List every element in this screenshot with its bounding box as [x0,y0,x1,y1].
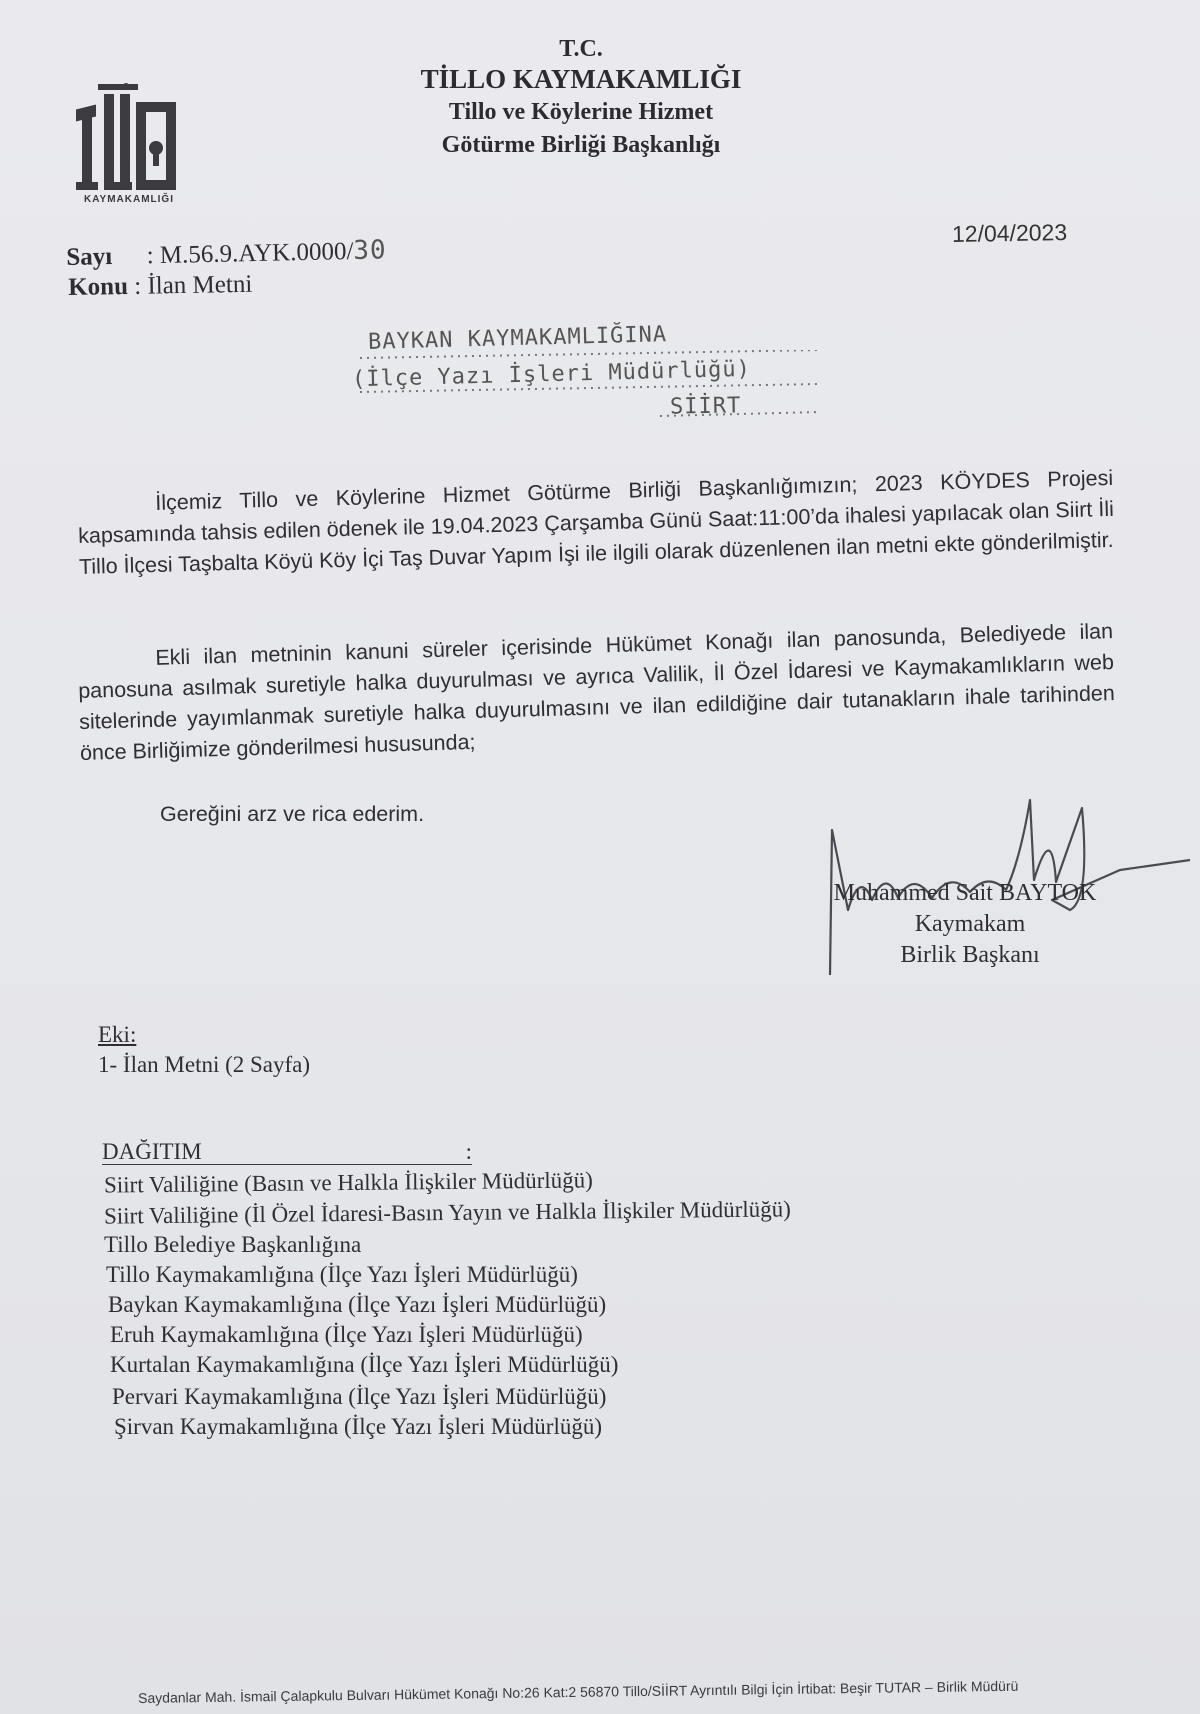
header-tc: T.C. [559,36,603,62]
signatory-name: Muhammed Sait BAYTOK [833,880,1097,906]
distribution-item: Siirt Valiliğine (Basın ve Halkla İlişkiler Müdürlüğü) [103,1167,594,1198]
distribution-item: Baykan Kaymakamlığına (İlçe Yazı İşleri Müdürlüğü) [108,1292,607,1317]
distribution-item: Kurtalan Kaymakamlığına (İlçe Yazı İşleri Müdürlüğü) [110,1352,619,1377]
addressee-line2: (İlçe Yazı İşleri Müdürlüğü) [351,356,752,393]
distribution-item: Tillo Belediye Başkanlığına [104,1232,362,1257]
distribution-item: Pervari Kaymakamlığına (İlçe Yazı İşleri Müdürlüğü) [112,1384,607,1409]
document-date: 12/04/2023 [951,218,1068,248]
footer-address: Saydanlar Mah. İsmail Çalapkulu Bulvarı Hükümet Konağı No:26 Kat:2 56870 Tillo/SİİRT Ayrıntılı Bilgi İçin İrtibat: Beşir TUTAR – Birlik Müdürü [138,1677,1019,1706]
attachment-item: 1- İlan Metni (2 Sayfa) [98,1052,311,1077]
distribution-heading: DAĞITIM [102,1139,202,1164]
sayi-value: M.56.9.AYK.0000/ [159,237,354,270]
addressee-line1: BAYKAN KAYMAKAMLIĞINA [367,322,668,355]
signatory-title: Kaymakam [914,911,1026,937]
konu-separator: : [134,272,142,300]
addressee-dotted-lines [360,350,830,420]
sayi-separator: : [146,242,154,270]
closing-sentence: Gereğini arz ve rica ederim. [160,802,425,826]
konu-label: Konu [68,272,129,301]
sayi-label: Sayı [66,243,113,271]
distribution-separator: : [465,1139,472,1164]
logo-emblem-icon [74,82,184,194]
signatory-role: Birlik Başkanı [900,942,1040,968]
distribution-item: Eruh Kaymakamlığına (İlçe Yazı İşleri Müdürlüğü) [110,1322,583,1347]
konu-value: İlan Metni [147,270,253,300]
konu-row [68,271,253,302]
distribution-item: Siirt Valiliğine (İl Özel İdaresi-Basın Yayın ve Halkla İlişkiler Müdürlüğü) [103,1196,792,1229]
distribution-item: Tillo Kaymakamlığına (İlçe Yazı İşleri Müdürlüğü) [106,1262,578,1287]
paragraph-1-text: İlçemiz Tillo ve Köylerine Hizmet Götürme Birliği Başkanlığımızın; 2023 KÖYDES Projesi kapsamında tahsis edilen ödenek ile 19.04.2023 Çarşamba Günü Saat:11:00’da ihalesi yapılacak olan Siirt İli Tillo İlçesi Taşbalta Köyü Köy İçi Taş Duvar Yapım İşi ile ilgili olarak düzenlenen ilan metni ekte gönderilmiştir. [77,465,1115,579]
logo-caption: KAYMAKAMLIĞI [84,194,174,205]
attachments-heading: Eki: [98,1022,137,1047]
body-paragraph-2 [77,616,1116,769]
distribution-item: Şirvan Kaymakamlığına (İlçe Yazı İşleri Müdürlüğü) [114,1414,602,1439]
tillo-kaymakamligi-logo [74,82,184,212]
header-union-line2: Götürme Birliği Başkanlığı [441,132,721,158]
distribution-heading-row [102,1140,472,1165]
header-institution: TİLLO KAYMAKAMLIĞI [420,64,742,94]
header-union-line1: Tillo ve Köylerine Hizmet [448,99,714,125]
sayi-handwritten-number: 30 [353,235,387,266]
paragraph-2-text: Ekli ilan metninin kanuni süreler içerisinde Hükümet Konağı ilan panosunda, Belediyede ilan panosuna asılmak suretiyle halka duyurulması ve ayrıca Valilik, İl Özel İdaresi ve Kaymakamlıkların web sitelerinde yayımlanmak suretiyle halka duyurulmasını ve ilan edildiğine dair tutanakların ihale tarihinden önce Birliğimize gönderilmesi hususunda; [77,619,1116,765]
addressee-line3: SİİRT [669,393,742,420]
body-paragraph-1 [77,463,1115,583]
sayi-row [66,235,387,272]
